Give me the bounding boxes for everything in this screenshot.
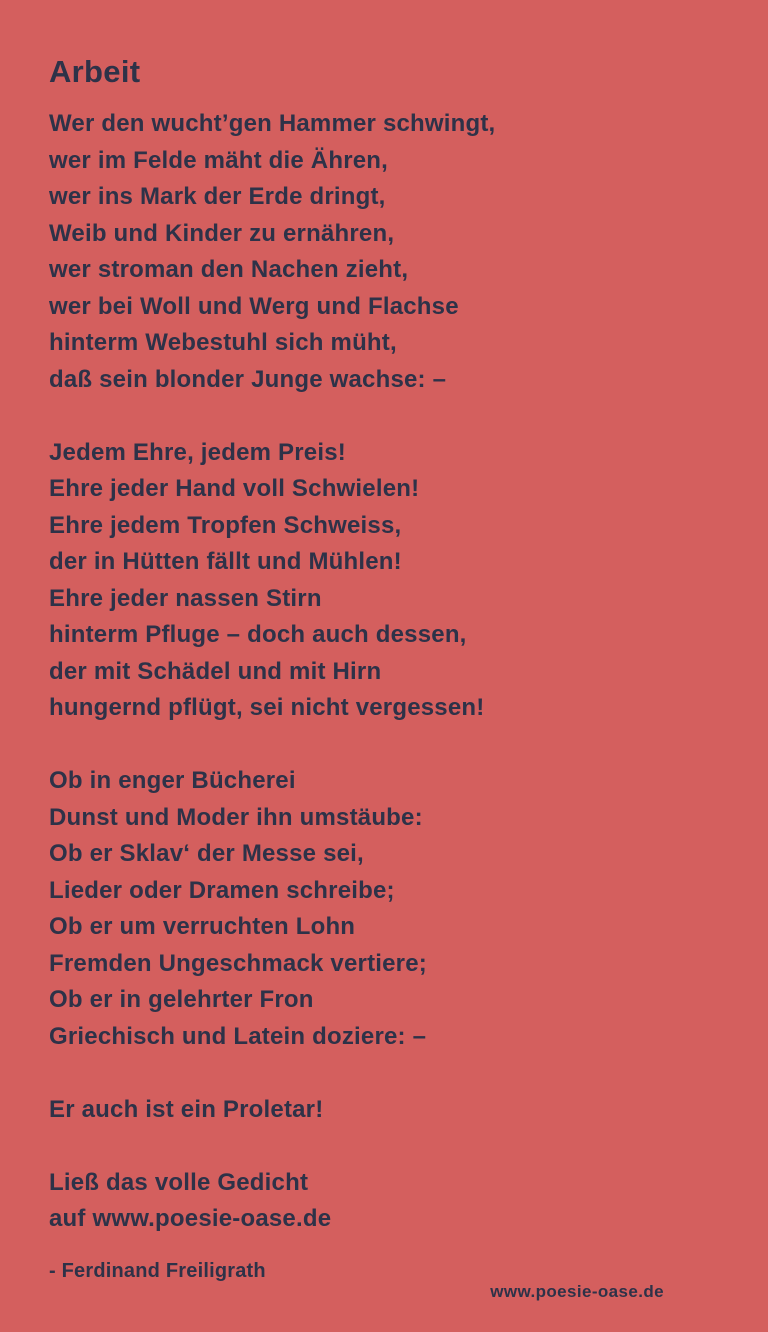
- poem-body: [49, 106, 728, 1238]
- poem-stanza: Ließ das volle Gedicht auf www.poesie-oase.de: [49, 1168, 332, 1232]
- poem-title: Arbeit: [49, 54, 141, 89]
- poem-stanza: Er auch ist ein Proletar!: [49, 1095, 324, 1123]
- poem-stanza: Ob in enger Bücherei Dunst und Moder ihn umstäube: Ob er Sklav‘ der Messe sei, Lieder oder Dramen schreibe; Ob er um verruchten Lohn Fremden Ungeschmack vertiere; Ob er in gelehrter Fron Griechisch und Latein doziere: –: [49, 767, 427, 1050]
- poem-attribution: - Ferdinand Freiligrath: [49, 1259, 266, 1282]
- site-watermark: www.poesie-oase.de: [490, 1282, 664, 1301]
- poem-stanza: Wer den wucht’gen Hammer schwingt, wer im Felde mäht die Ähren, wer ins Mark der Erde dringt, Weib und Kinder zu ernähren, wer stroman den Nachen zieht, wer bei Woll und Werg und Flachse hinterm Webestuhl sich müht, daß sein blonder Junge wachse: –: [49, 110, 496, 393]
- poem-stanza: Jedem Ehre, jedem Preis! Ehre jeder Hand voll Schwielen! Ehre jedem Tropfen Schweiss, der in Hütten fällt und Mühlen! Ehre jeder nassen Stirn hinterm Pfluge – doch auch dessen, der mit Schädel und mit Hirn hungernd pflügt, sei nicht vergessen!: [49, 438, 485, 721]
